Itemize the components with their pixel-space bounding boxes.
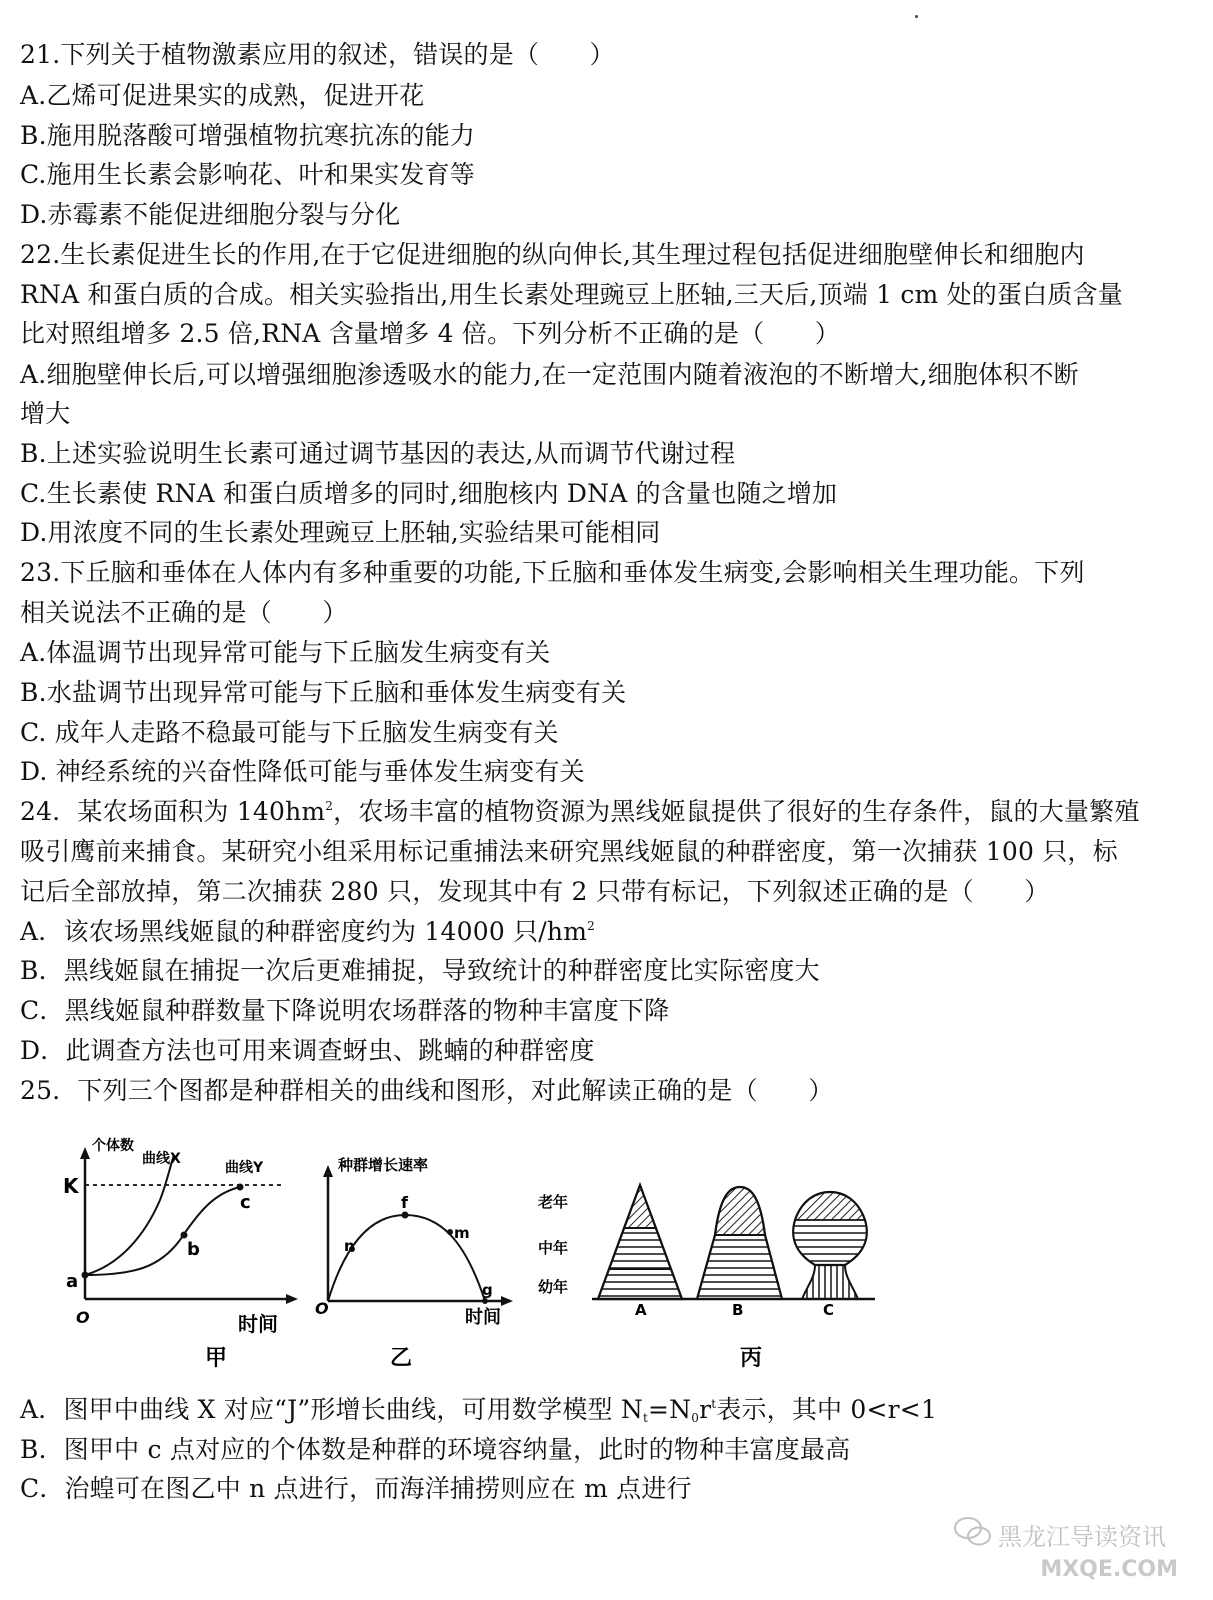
q23-stem-line2: 相关说法不正确的是（ ） [20,598,348,627]
jia-curve-x [85,1155,174,1275]
jia-point-c [237,1184,244,1191]
q24-stem-text: 24．某农场面积为 140hm [20,797,326,826]
q24-stem-superscript: 2 [325,799,334,813]
q21-stem: 21.下列关于植物激素应用的叙述，错误的是（ ） [20,40,615,69]
yi-point-m [447,1229,453,1235]
figure-svg [60,1125,900,1380]
bing-b-label: B [732,1301,744,1319]
yi-n-label: n [344,1237,355,1255]
q22-option-d: D.用浓度不同的生长素处理豌豆上胚轴,实验结果可能相同 [20,518,661,547]
figure-bing [537,1185,875,1371]
yi-ylabel: 种群增长速率 [338,1156,429,1174]
q21-option-d: D.赤霉素不能促进细胞分裂与分化 [20,200,401,229]
q23-option-a: A.体温调节出现异常可能与下丘脑发生病变有关 [20,638,551,667]
q25-option-a-eq: =N [647,1395,692,1424]
q21-option-b: B.施用脱落酸可增强植物抗寒抗冻的能力 [20,121,476,150]
bing-mid-label: 中年 [538,1239,569,1257]
pyramid-a-mid [609,1228,671,1269]
yi-caption: 乙 [390,1346,413,1371]
pyramid-b [697,1187,782,1299]
bing-a-label: A [635,1301,647,1319]
pyramid-c-base [802,1265,858,1299]
pyramid-a-old [624,1185,656,1228]
watermark-site: MXQE.COM [1040,1557,1178,1582]
yi-point-f [402,1212,409,1219]
jia-curve-y [85,1187,240,1275]
q25-option-a [20,1390,1183,1430]
q25-option-a-sub-0: 0 [691,1411,700,1425]
jia-curve-y-label: 曲线Y [225,1160,264,1176]
q23-option-d: D. 神经系统的兴奋性降低可能与垂体发生病变有关 [20,757,585,786]
q25-figures [60,1125,900,1380]
yi-y-arrow [323,1165,333,1177]
q22-option-b: B.上述实验说明生长素可通过调节基因的表达,从而调节代谢过程 [20,439,736,468]
yi-f-label: f [401,1193,408,1212]
q25-option-c: C．治蝗可在图乙中 n 点进行，而海洋捕捞则应在 m 点进行 [20,1474,692,1503]
q24-option-a [20,912,1183,952]
yi-origin: O [315,1299,329,1318]
q24-stem-line2: 吸引鹰前来捕食。某研究小组采用标记重捕法来研究黑线姬鼠的种群密度，第一次捕获 100 只，标 [20,837,1118,866]
jia-c-label: c [240,1192,251,1213]
q25-option-a-text: A．图甲中曲线 X 对应“J”形增长曲线，可用数学模型 N [20,1395,643,1424]
q25-stem: 25．下列三个图都是种群相关的曲线和图形，对此解读正确的是（ ） [20,1076,834,1105]
pyramid-b-upper [715,1187,765,1235]
bing-old-label: 老年 [538,1193,569,1211]
q23-option-b: B.水盐调节出现异常可能与下丘脑和垂体发生病变有关 [20,678,627,707]
q25-option-b: B．图甲中 c 点对应的个体数是种群的环境容纳量，此时的物种丰富度最高 [20,1435,851,1464]
jia-x-arrow [286,1294,298,1304]
jia-ylabel: 个体数 [92,1138,134,1154]
speck [915,15,918,18]
jia-y-arrow [80,1147,90,1159]
q24-stem-line1 [20,792,1183,832]
jia-caption: 甲 [205,1346,228,1371]
jia-point-b [181,1232,188,1239]
q21-option-a: A.乙烯可促进果实的成熟，促进开花 [20,81,425,110]
jia-origin: O [76,1308,90,1327]
q24-stem-text-cont: ，农场丰富的植物资源为黑线姬鼠提供了很好的生存条件，鼠的大量繁殖 [333,797,1140,826]
jia-point-a [82,1272,89,1279]
yi-m-label: m [454,1224,470,1242]
q21-option-c: C.施用生长素会影响花、叶和果实发育等 [20,160,475,189]
bing-young-label: 幼年 [538,1278,569,1296]
pyramid-a-young [598,1269,682,1299]
q25-option-a-r: r [699,1395,712,1424]
jia-b-label: b [187,1239,200,1260]
q24-option-c: C．黑线姬鼠种群数量下降说明农场群落的物种丰富度下降 [20,996,670,1025]
q24-stem-line3: 记后全部放掉，第二次捕获 280 只，发现其中有 2 只带有标记，下列叙述正确的是（ ） [20,877,1050,906]
figure-jia [63,1137,298,1371]
q22-stem-line3: 比对照组增多 2.5 倍,RNA 含量增多 4 倍。下列分析不正确的是（ ） [20,319,840,348]
q24-option-b: B．黑线姬鼠在捕捉一次后更难捕捉，导致统计的种群密度比实际密度大 [20,956,820,985]
yi-g-label: g [482,1281,493,1299]
q24-option-a-text: A．该农场黑线姬鼠的种群密度约为 14000 只/hm [20,917,588,946]
q23-option-c: C. 成年人走路不稳最可能与下丘脑发生病变有关 [20,718,559,747]
jia-curve-x-label: 曲线X [142,1151,181,1167]
yi-x-arrow [501,1296,513,1306]
watermark [923,1495,1183,1585]
yi-xlabel: 时间 [465,1307,501,1328]
wechat-icon [953,1515,993,1549]
q22-option-c: C.生长素使 RNA 和蛋白质增多的同时,细胞核内 DNA 的含量也随之增加 [20,479,838,508]
q24-option-d: D．此调查方法也可用来调查蚜虫、跳蝻的种群密度 [20,1036,595,1065]
pyramid-b-lower [697,1235,782,1299]
figure-yi [315,1156,513,1371]
q22-stem-line1: 22.生长素促进生长的作用,在于它促进细胞的纵向伸长,其生理过程包括促进细胞壁伸长和细胞内 [20,240,1085,269]
bing-caption: 丙 [740,1346,763,1371]
jia-a-label: a [66,1271,79,1292]
watermark-text: 黑龙江导读资讯 [998,1523,1166,1551]
q23-stem-line1: 23.下丘脑和垂体在人体内有多种重要的功能,下丘脑和垂体发生病变,会影响相关生理功能。下列 [20,558,1085,587]
q24-option-a-superscript: 2 [587,919,595,933]
q25-option-a-tail: 表示，其中 0<r<1 [716,1395,938,1424]
q25-option-a-sub-t: t [642,1411,648,1425]
q22-option-a-line2: 增大 [20,399,71,428]
q25-option-a-sup-t: t [711,1397,717,1411]
pyramid-c-top-old [795,1192,865,1220]
bing-c-label: C [823,1301,835,1319]
jia-k-label: K [63,1174,79,1198]
pyramid-a [598,1185,682,1299]
q22-option-a-line1: A.细胞壁伸长后,可以增强细胞渗透吸水的能力,在一定范围内随着液泡的不断增大,细胞体积不断 [20,360,1079,389]
jia-xlabel: 时间 [238,1312,278,1336]
pyramid-c [793,1192,867,1299]
q22-stem-line2: RNA 和蛋白质的合成。相关实验指出,用生长素处理豌豆上胚轴,三天后,顶端 1 cm 处的蛋白质含量 [20,280,1123,309]
